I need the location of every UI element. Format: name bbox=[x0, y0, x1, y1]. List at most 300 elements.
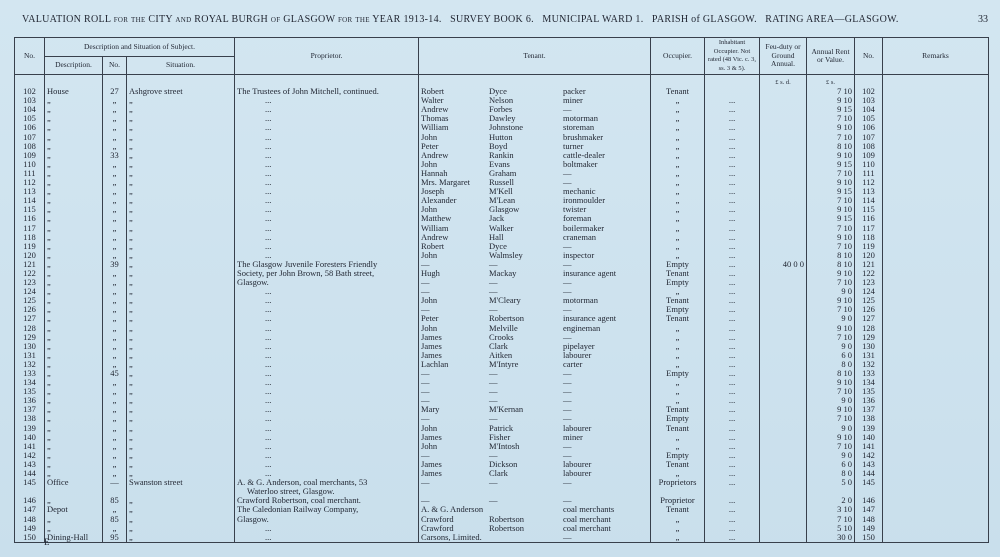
row-remarks bbox=[883, 233, 989, 242]
row-tenant bbox=[419, 378, 651, 387]
row-house-number: „ bbox=[103, 505, 127, 514]
header-glasgow: GLASGOW bbox=[283, 14, 336, 25]
row-occupier: Empty bbox=[651, 369, 705, 378]
row-remarks bbox=[883, 278, 989, 287]
row-occupier: Tenant bbox=[651, 296, 705, 305]
tenant-occupation: boilermaker bbox=[563, 223, 605, 233]
row-occupier: „ bbox=[651, 123, 705, 132]
row-situation: „ bbox=[127, 133, 235, 142]
tenant-occupation: labourer bbox=[563, 469, 592, 479]
tenant-occupation: storeman bbox=[563, 123, 595, 133]
row-tenant bbox=[419, 242, 651, 251]
row-number-right: 119 bbox=[855, 242, 883, 251]
row-remarks bbox=[883, 205, 989, 214]
row-tenant bbox=[419, 360, 651, 369]
row-number: 130 bbox=[15, 342, 45, 351]
row-annual-value: 8 10 bbox=[807, 251, 855, 260]
tenant-surname: Walmsley bbox=[489, 250, 523, 260]
row-inhabitant: ... bbox=[705, 224, 760, 233]
row-annual-value: 9 10 bbox=[807, 123, 855, 132]
tenant-surname: Crooks bbox=[489, 332, 514, 342]
row-occupier: „ bbox=[651, 533, 705, 543]
row-proprietor: ... bbox=[235, 296, 419, 305]
row-number-right: 104 bbox=[855, 105, 883, 114]
tenant-first-name: Lachlan bbox=[421, 359, 449, 369]
row-description: „ bbox=[45, 151, 103, 160]
row-number: 128 bbox=[15, 324, 45, 333]
row-remarks bbox=[883, 96, 989, 105]
row-situation: „ bbox=[127, 405, 235, 414]
col-situation: Situation. bbox=[127, 56, 235, 75]
row-inhabitant: ... bbox=[705, 496, 760, 505]
tenant-occupation: — bbox=[563, 450, 572, 460]
row-description: „ bbox=[45, 442, 103, 451]
row-house-number: „ bbox=[103, 314, 127, 323]
row-occupier: Tenant bbox=[651, 460, 705, 469]
tenant-surname: Nelson bbox=[489, 96, 514, 106]
row-remarks bbox=[883, 405, 989, 414]
row-feuduty bbox=[760, 123, 807, 132]
row-occupier: „ bbox=[651, 151, 705, 160]
row-remarks bbox=[883, 451, 989, 460]
row-occupier: „ bbox=[651, 114, 705, 123]
table-row bbox=[15, 205, 989, 214]
row-number-right: 143 bbox=[855, 460, 883, 469]
row-annual-value: 8 0 bbox=[807, 360, 855, 369]
row-inhabitant: ... bbox=[705, 178, 760, 187]
row-number-right: 106 bbox=[855, 123, 883, 132]
row-occupier: „ bbox=[651, 351, 705, 360]
row-situation: „ bbox=[127, 533, 235, 543]
row-number-right: 144 bbox=[855, 469, 883, 478]
row-house-number: 33 bbox=[103, 151, 127, 160]
tenant-surname: Boyd bbox=[489, 141, 508, 151]
row-tenant bbox=[419, 105, 651, 114]
tenant-surname: M'Lean bbox=[489, 196, 516, 206]
row-annual-value: 8 10 bbox=[807, 142, 855, 151]
row-number: 102 bbox=[15, 87, 45, 96]
row-number-right: 147 bbox=[855, 505, 883, 514]
row-number-right: 124 bbox=[855, 287, 883, 296]
row-description: „ bbox=[45, 105, 103, 114]
table-row bbox=[15, 287, 989, 296]
row-description: „ bbox=[45, 351, 103, 360]
row-number-right: 136 bbox=[855, 396, 883, 405]
row-description: „ bbox=[45, 278, 103, 287]
row-annual-value: 9 15 bbox=[807, 214, 855, 223]
row-number: 142 bbox=[15, 451, 45, 460]
row-annual-value: 7 10 bbox=[807, 242, 855, 251]
row-feuduty: 40 0 0 bbox=[760, 260, 807, 269]
row-proprietor: ... bbox=[235, 405, 419, 414]
row-tenant bbox=[419, 305, 651, 314]
row-number-right: 112 bbox=[855, 178, 883, 187]
tenant-occupation: boltmaker bbox=[563, 159, 598, 169]
row-annual-value: 7 10 bbox=[807, 133, 855, 142]
tenant-first-name: John bbox=[421, 132, 438, 142]
row-house-number: „ bbox=[103, 96, 127, 105]
row-remarks bbox=[883, 515, 989, 524]
tenant-occupation: insurance agent bbox=[563, 314, 617, 324]
tenant-occupation: — bbox=[563, 332, 572, 342]
row-house-number: „ bbox=[103, 296, 127, 305]
row-remarks bbox=[883, 187, 989, 196]
row-occupier bbox=[651, 487, 705, 496]
row-inhabitant: ... bbox=[705, 105, 760, 114]
row-number: 134 bbox=[15, 378, 45, 387]
row-number-right: 148 bbox=[855, 515, 883, 524]
row-proprietor: A. & G. Anderson, coal merchants, 53 bbox=[235, 478, 419, 487]
row-remarks bbox=[883, 324, 989, 333]
row-number-right: 105 bbox=[855, 114, 883, 123]
tenant-occupation: carter bbox=[563, 359, 583, 369]
tenant-first-name: James bbox=[421, 350, 442, 360]
row-situation: „ bbox=[127, 342, 235, 351]
tenant-occupation: labourer bbox=[563, 423, 592, 433]
row-situation: „ bbox=[127, 242, 235, 251]
tenant-occupation: — bbox=[563, 387, 572, 397]
row-remarks bbox=[883, 469, 989, 478]
row-occupier: Tenant bbox=[651, 505, 705, 514]
row-remarks bbox=[883, 396, 989, 405]
header-of: of bbox=[270, 14, 281, 25]
row-occupier: Tenant bbox=[651, 269, 705, 278]
tenant-surname: Clark bbox=[489, 469, 508, 479]
row-feuduty bbox=[760, 96, 807, 105]
row-feuduty bbox=[760, 405, 807, 414]
row-feuduty bbox=[760, 105, 807, 114]
row-number-right: 134 bbox=[855, 378, 883, 387]
row-house-number: „ bbox=[103, 178, 127, 187]
tenant-occupation: coal merchant bbox=[563, 523, 611, 533]
row-tenant bbox=[419, 460, 651, 469]
row-remarks bbox=[883, 224, 989, 233]
row-occupier: Empty bbox=[651, 305, 705, 314]
tenant-occupation: — bbox=[563, 287, 572, 297]
tenant-surname: Fisher bbox=[489, 432, 511, 442]
table-row bbox=[15, 142, 989, 151]
table-row bbox=[15, 324, 989, 333]
row-proprietor: ... bbox=[235, 533, 419, 543]
tenant-occupation: coal merchant bbox=[563, 514, 611, 524]
row-tenant bbox=[419, 442, 651, 451]
tenant-surname bbox=[489, 533, 563, 542]
row-number-right: 110 bbox=[855, 160, 883, 169]
row-occupier: „ bbox=[651, 242, 705, 251]
row-occupier: „ bbox=[651, 196, 705, 205]
row-feuduty bbox=[760, 251, 807, 260]
row-inhabitant: ... bbox=[705, 478, 760, 487]
row-occupier: Empty bbox=[651, 451, 705, 460]
row-proprietor: ... bbox=[235, 133, 419, 142]
row-occupier: „ bbox=[651, 287, 705, 296]
header-parish: PARISH of GLASGOW. bbox=[651, 14, 757, 25]
table-row bbox=[15, 260, 989, 269]
row-remarks bbox=[883, 314, 989, 323]
row-description: „ bbox=[45, 296, 103, 305]
row-feuduty bbox=[760, 324, 807, 333]
page-number: 33 bbox=[978, 14, 988, 25]
row-number-right: 114 bbox=[855, 196, 883, 205]
row-remarks bbox=[883, 169, 989, 178]
row-inhabitant: ... bbox=[705, 114, 760, 123]
row-proprietor: ... bbox=[235, 433, 419, 442]
units-lsd: £ s. d. bbox=[760, 75, 807, 88]
tenant-occupation: labourer bbox=[563, 350, 592, 360]
row-remarks bbox=[883, 214, 989, 223]
tenant-surname: Robertson bbox=[489, 314, 524, 324]
row-description: „ bbox=[45, 515, 103, 524]
row-proprietor: ... bbox=[235, 387, 419, 396]
row-feuduty bbox=[760, 160, 807, 169]
tenant-occupation: insurance agent bbox=[563, 268, 617, 278]
row-tenant bbox=[419, 296, 651, 305]
table-row bbox=[15, 387, 989, 396]
units-blank bbox=[883, 75, 989, 88]
tenant-occupation: twister bbox=[563, 205, 587, 215]
row-feuduty bbox=[760, 378, 807, 387]
units-row bbox=[15, 75, 989, 88]
row-house-number: „ bbox=[103, 224, 127, 233]
row-description: „ bbox=[45, 187, 103, 196]
row-tenant bbox=[419, 278, 651, 287]
row-situation: „ bbox=[127, 187, 235, 196]
row-description: „ bbox=[45, 324, 103, 333]
tenant-first-name: Crawford bbox=[421, 523, 454, 533]
tenant-occupation: — bbox=[563, 305, 572, 315]
row-description: „ bbox=[45, 396, 103, 405]
row-house-number: „ bbox=[103, 242, 127, 251]
tenant-first-name: Hugh bbox=[421, 268, 440, 278]
col-proprietor: Proprietor. bbox=[235, 38, 419, 75]
row-inhabitant: ... bbox=[705, 305, 760, 314]
row-tenant bbox=[419, 178, 651, 187]
row-proprietor: ... bbox=[235, 187, 419, 196]
row-remarks bbox=[883, 87, 989, 96]
row-feuduty bbox=[760, 533, 807, 543]
row-proprietor: ... bbox=[235, 287, 419, 296]
tenant-first-name: Peter bbox=[421, 314, 439, 324]
row-proprietor: ... bbox=[235, 378, 419, 387]
row-inhabitant: ... bbox=[705, 469, 760, 478]
tenant-surname: Hall bbox=[489, 232, 504, 242]
row-occupier: „ bbox=[651, 214, 705, 223]
row-house-number: „ bbox=[103, 105, 127, 114]
row-inhabitant: ... bbox=[705, 387, 760, 396]
row-number: 146 bbox=[15, 496, 45, 505]
row-tenant bbox=[419, 251, 651, 260]
row-situation: „ bbox=[127, 505, 235, 514]
row-house-number: „ bbox=[103, 251, 127, 260]
row-inhabitant bbox=[705, 87, 760, 96]
row-inhabitant: ... bbox=[705, 233, 760, 242]
row-remarks bbox=[883, 305, 989, 314]
row-situation: „ bbox=[127, 169, 235, 178]
row-remarks bbox=[883, 105, 989, 114]
row-occupier: „ bbox=[651, 178, 705, 187]
row-description: „ bbox=[45, 369, 103, 378]
tenant-first-name: — bbox=[421, 478, 430, 488]
row-remarks bbox=[883, 114, 989, 123]
row-description: „ bbox=[45, 242, 103, 251]
col-feuduty: Feu-duty or Ground Annual. bbox=[760, 38, 807, 75]
row-situation: „ bbox=[127, 360, 235, 369]
header-year-word: YEAR bbox=[372, 14, 401, 25]
row-inhabitant: ... bbox=[705, 414, 760, 423]
tenant-first-name: Alexander bbox=[421, 196, 457, 206]
row-situation: „ bbox=[127, 278, 235, 287]
row-occupier: „ bbox=[651, 378, 705, 387]
tenant-surname: Robertson bbox=[489, 523, 524, 533]
row-description: Depot bbox=[45, 505, 103, 514]
tenant-occupation: craneman bbox=[563, 232, 597, 242]
row-number: 133 bbox=[15, 369, 45, 378]
table-row bbox=[15, 478, 989, 487]
row-tenant bbox=[419, 351, 651, 360]
row-remarks bbox=[883, 442, 989, 451]
tenant-surname: — bbox=[489, 396, 498, 406]
row-remarks bbox=[883, 133, 989, 142]
row-occupier: „ bbox=[651, 133, 705, 142]
row-situation: „ bbox=[127, 287, 235, 296]
row-feuduty bbox=[760, 387, 807, 396]
row-proprietor: ... bbox=[235, 369, 419, 378]
row-number: 121 bbox=[15, 260, 45, 269]
row-inhabitant: ... bbox=[705, 242, 760, 251]
tenant-surname: Johnstone bbox=[489, 123, 524, 133]
row-number-right: 138 bbox=[855, 414, 883, 423]
tenant-first-name: — bbox=[421, 378, 430, 388]
row-annual-value: 9 10 bbox=[807, 205, 855, 214]
row-number-right: 127 bbox=[855, 314, 883, 323]
row-inhabitant: ... bbox=[705, 278, 760, 287]
row-feuduty bbox=[760, 278, 807, 287]
row-feuduty bbox=[760, 169, 807, 178]
row-annual-value: 9 0 bbox=[807, 424, 855, 433]
row-proprietor: ... bbox=[235, 451, 419, 460]
row-number-right: 150 bbox=[855, 533, 883, 543]
row-situation: „ bbox=[127, 387, 235, 396]
table-row bbox=[15, 105, 989, 114]
row-house-number: 45 bbox=[103, 369, 127, 378]
row-situation: „ bbox=[127, 269, 235, 278]
row-description: „ bbox=[45, 251, 103, 260]
tenant-surname: — bbox=[489, 450, 498, 460]
row-tenant bbox=[419, 524, 651, 533]
row-number: 111 bbox=[15, 169, 45, 178]
tenant-first-name: James bbox=[421, 459, 442, 469]
row-situation: „ bbox=[127, 196, 235, 205]
table-row bbox=[15, 187, 989, 196]
row-inhabitant: ... bbox=[705, 187, 760, 196]
row-inhabitant: ... bbox=[705, 505, 760, 514]
row-inhabitant: ... bbox=[705, 160, 760, 169]
row-house-number: „ bbox=[103, 160, 127, 169]
row-annual-value: 9 10 bbox=[807, 269, 855, 278]
row-proprietor: Waterloo street, Glasgow. bbox=[235, 487, 419, 496]
tenant-surname: Russell bbox=[489, 178, 515, 188]
row-inhabitant: ... bbox=[705, 133, 760, 142]
row-number-right: 130 bbox=[855, 342, 883, 351]
row-house-number: „ bbox=[103, 114, 127, 123]
row-house-number: „ bbox=[103, 451, 127, 460]
units-blank bbox=[705, 75, 760, 88]
row-inhabitant: ... bbox=[705, 251, 760, 260]
tenant-surname: Glasgow bbox=[489, 205, 520, 215]
row-inhabitant: ... bbox=[705, 260, 760, 269]
table-row bbox=[15, 469, 989, 478]
tenant-first-name: Thomas bbox=[421, 114, 449, 124]
row-proprietor: ... bbox=[235, 151, 419, 160]
row-description: Dining-Hall bbox=[45, 533, 103, 543]
row-tenant bbox=[419, 169, 651, 178]
table-row bbox=[15, 87, 989, 96]
row-house-number: „ bbox=[103, 287, 127, 296]
table-row bbox=[15, 123, 989, 132]
row-proprietor: ... bbox=[235, 351, 419, 360]
tenant-occupation: — bbox=[563, 105, 572, 115]
row-house-number: „ bbox=[103, 196, 127, 205]
row-situation: „ bbox=[127, 305, 235, 314]
row-occupier: „ bbox=[651, 169, 705, 178]
table-row bbox=[15, 369, 989, 378]
row-inhabitant: ... bbox=[705, 314, 760, 323]
row-situation: „ bbox=[127, 224, 235, 233]
row-inhabitant: ... bbox=[705, 342, 760, 351]
row-number: 114 bbox=[15, 196, 45, 205]
row-proprietor: ... bbox=[235, 333, 419, 342]
row-situation: „ bbox=[127, 114, 235, 123]
row-house-number: „ bbox=[103, 123, 127, 132]
row-remarks bbox=[883, 242, 989, 251]
col-desc-group: Description and Situation of Subject. bbox=[45, 38, 235, 57]
row-inhabitant: ... bbox=[705, 405, 760, 414]
valuation-table bbox=[14, 37, 989, 543]
row-situation: „ bbox=[127, 96, 235, 105]
row-remarks bbox=[883, 533, 989, 543]
tenant-first-name: John bbox=[421, 441, 438, 451]
row-feuduty bbox=[760, 242, 807, 251]
table-row bbox=[15, 278, 989, 287]
row-feuduty bbox=[760, 305, 807, 314]
row-house-number: 85 bbox=[103, 515, 127, 524]
row-description: „ bbox=[45, 378, 103, 387]
row-description: „ bbox=[45, 387, 103, 396]
table-row bbox=[15, 424, 989, 433]
col-inhabitant: Inhabitant Occupier. Not rated (48 Vic. c. 3, ss. 3 & 5). bbox=[705, 38, 760, 75]
row-inhabitant: ... bbox=[705, 96, 760, 105]
row-inhabitant: ... bbox=[705, 151, 760, 160]
row-occupier: Proprietor bbox=[651, 496, 705, 505]
row-feuduty bbox=[760, 205, 807, 214]
tenant-first-name: — bbox=[421, 287, 430, 297]
tenant-surname: — bbox=[489, 259, 498, 269]
row-description: „ bbox=[45, 123, 103, 132]
row-house-number: „ bbox=[103, 414, 127, 423]
row-situation: „ bbox=[127, 369, 235, 378]
row-feuduty bbox=[760, 505, 807, 514]
row-situation: „ bbox=[127, 105, 235, 114]
tenant-surname: Mackay bbox=[489, 268, 517, 278]
tenant-occupation: miner bbox=[563, 96, 583, 106]
units-blank bbox=[651, 75, 705, 88]
row-description: Office bbox=[45, 478, 103, 487]
row-feuduty bbox=[760, 142, 807, 151]
tenant-surname: Evans bbox=[489, 159, 510, 169]
row-tenant bbox=[419, 114, 651, 123]
row-number: 110 bbox=[15, 160, 45, 169]
row-description: „ bbox=[45, 460, 103, 469]
